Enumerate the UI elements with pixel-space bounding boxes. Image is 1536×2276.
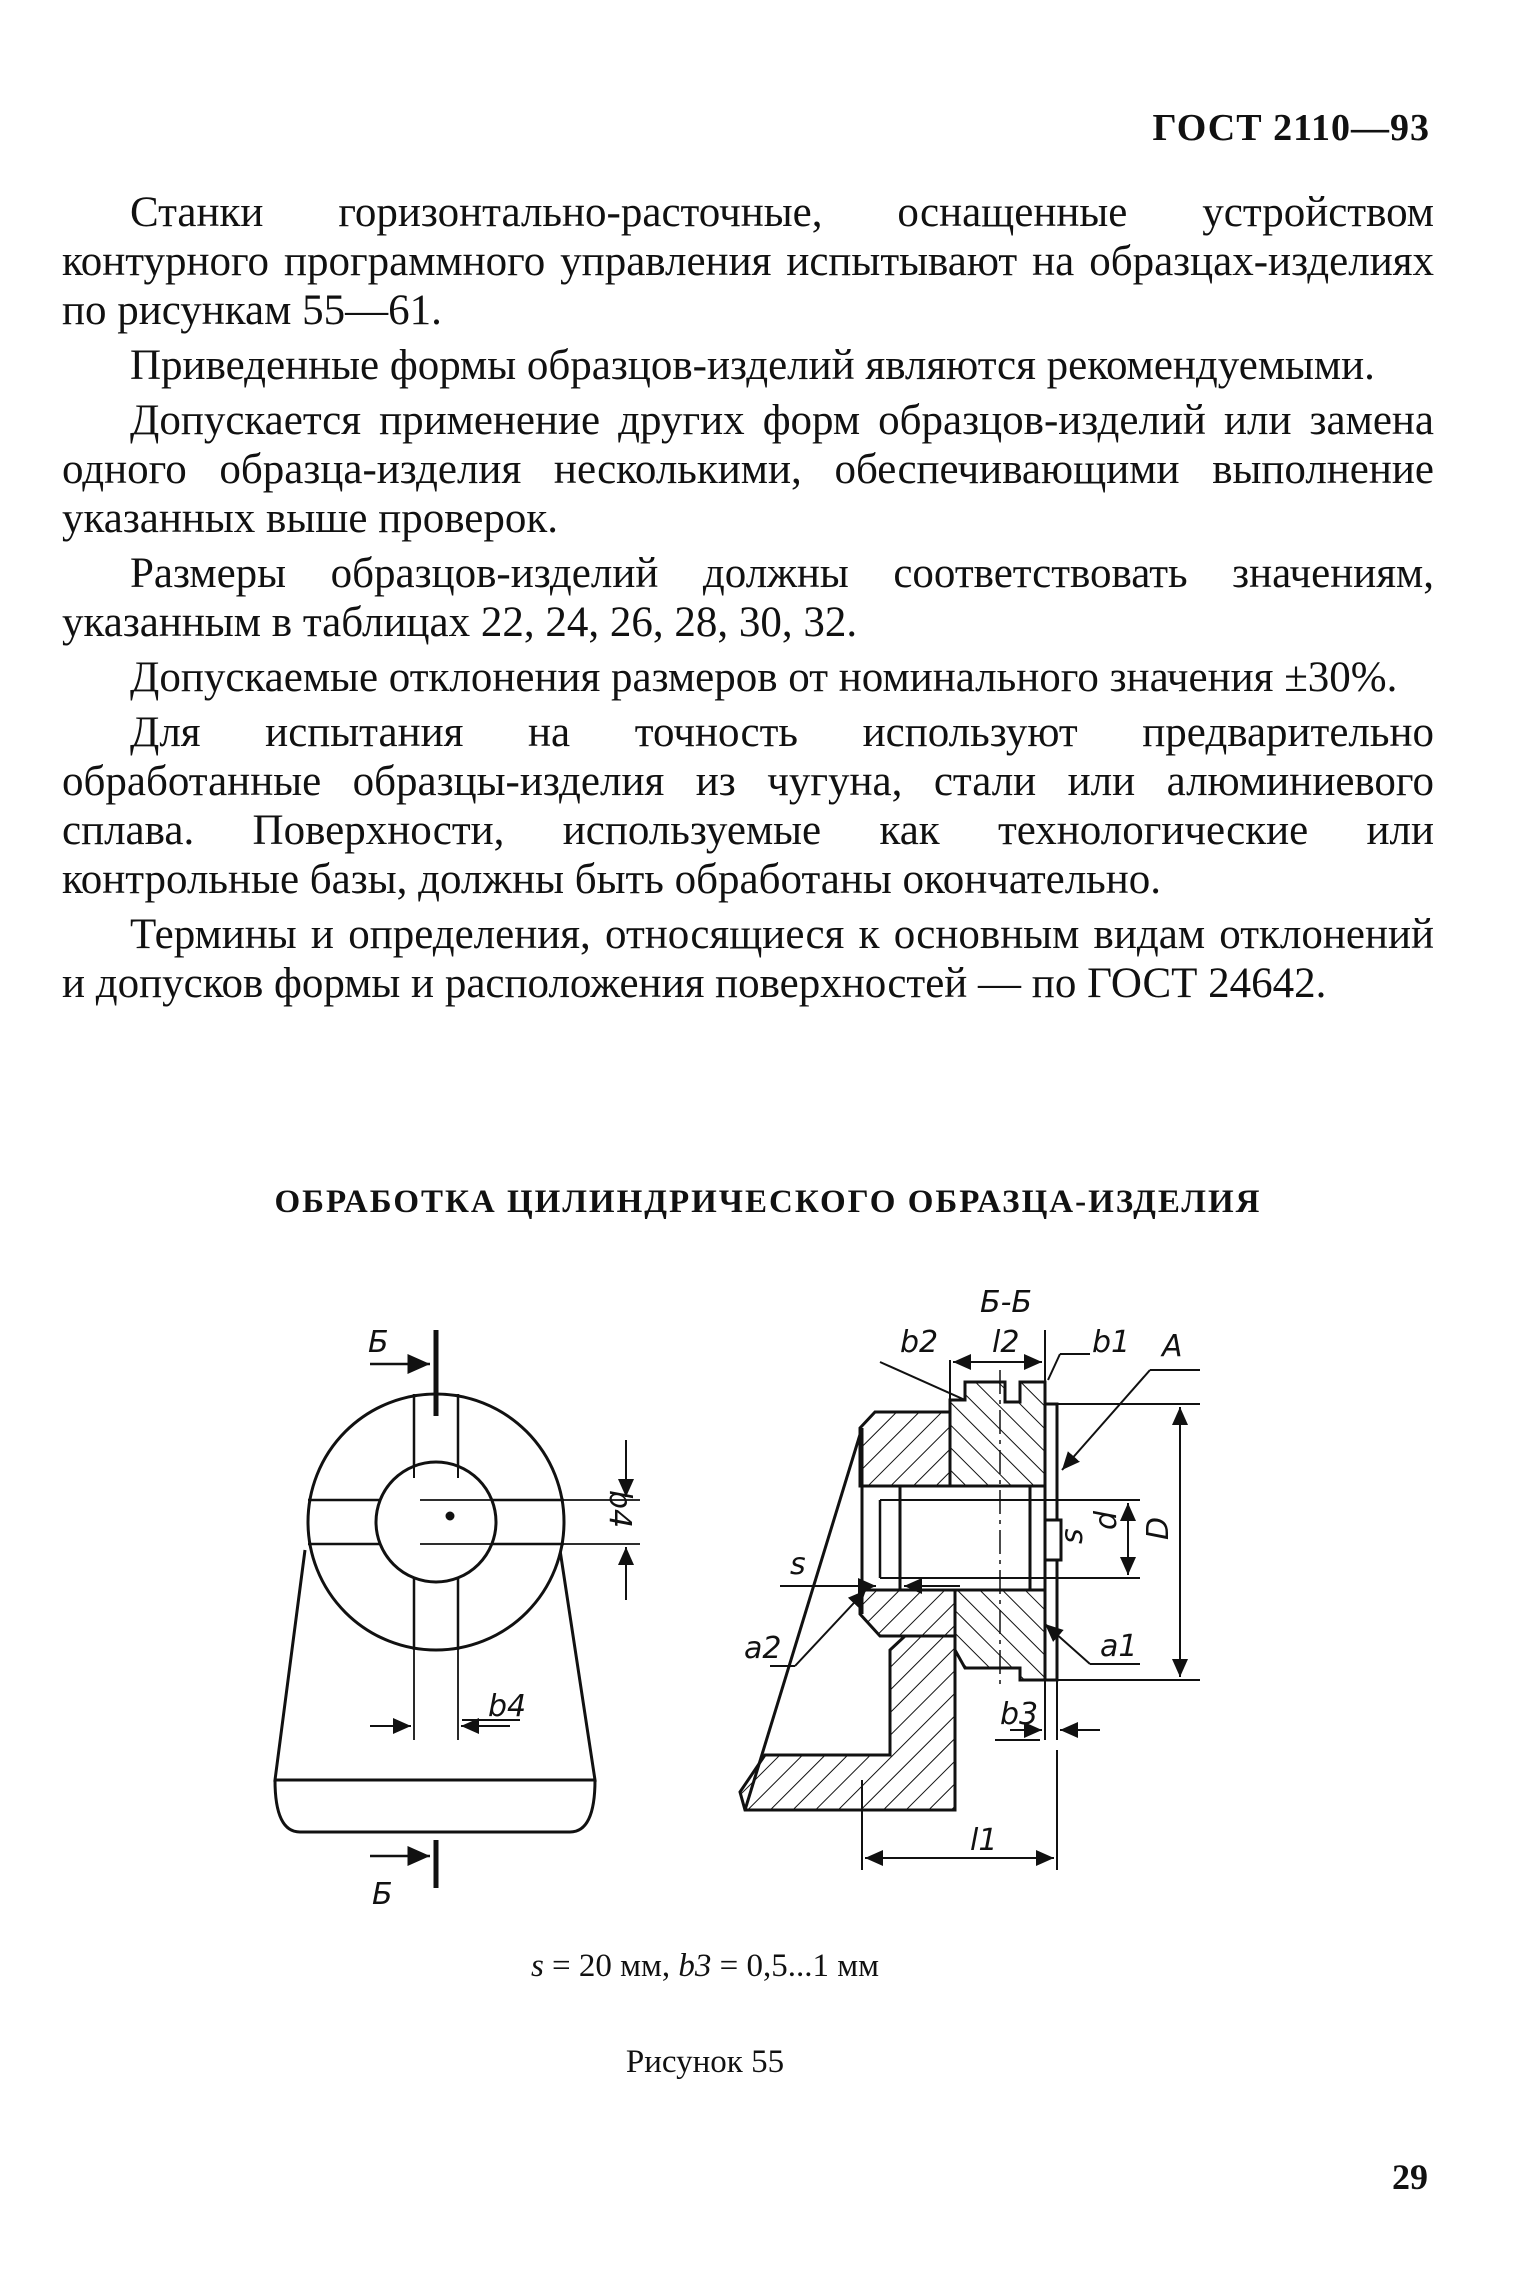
dim-label-s-right: s: [1055, 1528, 1090, 1544]
paragraph-6: Для испытания на точность используют предварительно обработанные образцы-изделия из чугуна, стали или алюминиевого сплава. Поверхности, используемые как технологические или контрольные базы, должны быть обработаны окончательно.: [62, 709, 1434, 903]
dim-label-b2: b2: [900, 1325, 939, 1360]
paragraph-2: Приведенные формы образцов-изделий являются рекомендуемыми.: [130, 342, 1375, 389]
label-a2: a2: [744, 1631, 782, 1666]
figure-dimensions-note: [0, 1948, 1410, 1985]
section-view: [740, 1370, 1061, 1810]
paragraph-4: Размеры образцов-изделий должны соответствовать значениям, указанным в таблицах 22, 24, 26, 28, 30, 32.: [62, 550, 1434, 646]
cut-label-top: Б: [368, 1325, 389, 1360]
dim-label-l1: l1: [970, 1823, 998, 1858]
left-slope: [745, 1428, 862, 1810]
label-A: A: [1162, 1329, 1183, 1364]
paragraph-1: Станки горизонтально-расточные, оснащенные устройством контурного программного управления испытывают на образцах-изделиях по рисункам 55—61.: [62, 189, 1434, 334]
body-upper-left: [860, 1412, 950, 1486]
paragraph-7: Термины и определения, относящиеся к основным видам отклонений и допусков формы и расположения поверхностей — по ГОСТ 24642.: [62, 911, 1434, 1007]
center-point: [447, 1513, 453, 1519]
inner-circle: [376, 1462, 496, 1582]
page-number: 29: [1392, 2157, 1428, 2197]
dim-label-l2: l2: [992, 1325, 1020, 1360]
s-symbol: s: [530, 1948, 544, 1984]
dim-label-b4-bottom: b4: [488, 1689, 527, 1724]
label-a1: a1: [1100, 1629, 1138, 1664]
dim-label-b1: b1: [1092, 1325, 1131, 1360]
figure-caption: Рисунок 55: [625, 2044, 785, 2080]
document-header: ГОСТ 2110—93: [1152, 107, 1430, 149]
dim-label-s-left: s: [790, 1547, 806, 1582]
bore: [900, 1486, 1030, 1590]
dim-label-b4-side: b4: [602, 1490, 637, 1529]
body-upper-right: [950, 1382, 1045, 1486]
section-title: ОБРАБОТКА ЦИЛИНДРИЧЕСКОГО ОБРАЗЦА-ИЗДЕЛИЯ: [274, 1184, 1262, 1220]
s-value: = 20 мм,: [552, 1948, 671, 1984]
dim-label-b3: b3: [1000, 1697, 1039, 1732]
paragraph-3: Допускается применение других форм образцов-изделий или замена одного образца-изделия несколькими, обеспечивающими выполнение указанных выше проверок.: [62, 397, 1434, 542]
dim-label-d: d: [1089, 1510, 1124, 1530]
section-view-label: Б-Б: [980, 1285, 1032, 1320]
front-view: [275, 1330, 640, 1888]
paragraph-5: Допускаемые отклонения размеров от номинального значения ±30%.: [130, 654, 1398, 701]
base-bottom: [275, 1780, 595, 1832]
b3-value: = 0,5...1 мм: [719, 1948, 880, 1984]
body-lower-left: [860, 1590, 955, 1636]
cut-label-bottom: Б: [372, 1877, 393, 1912]
b3-symbol: b3: [678, 1948, 712, 1984]
dim-label-D: D: [1141, 1516, 1176, 1540]
